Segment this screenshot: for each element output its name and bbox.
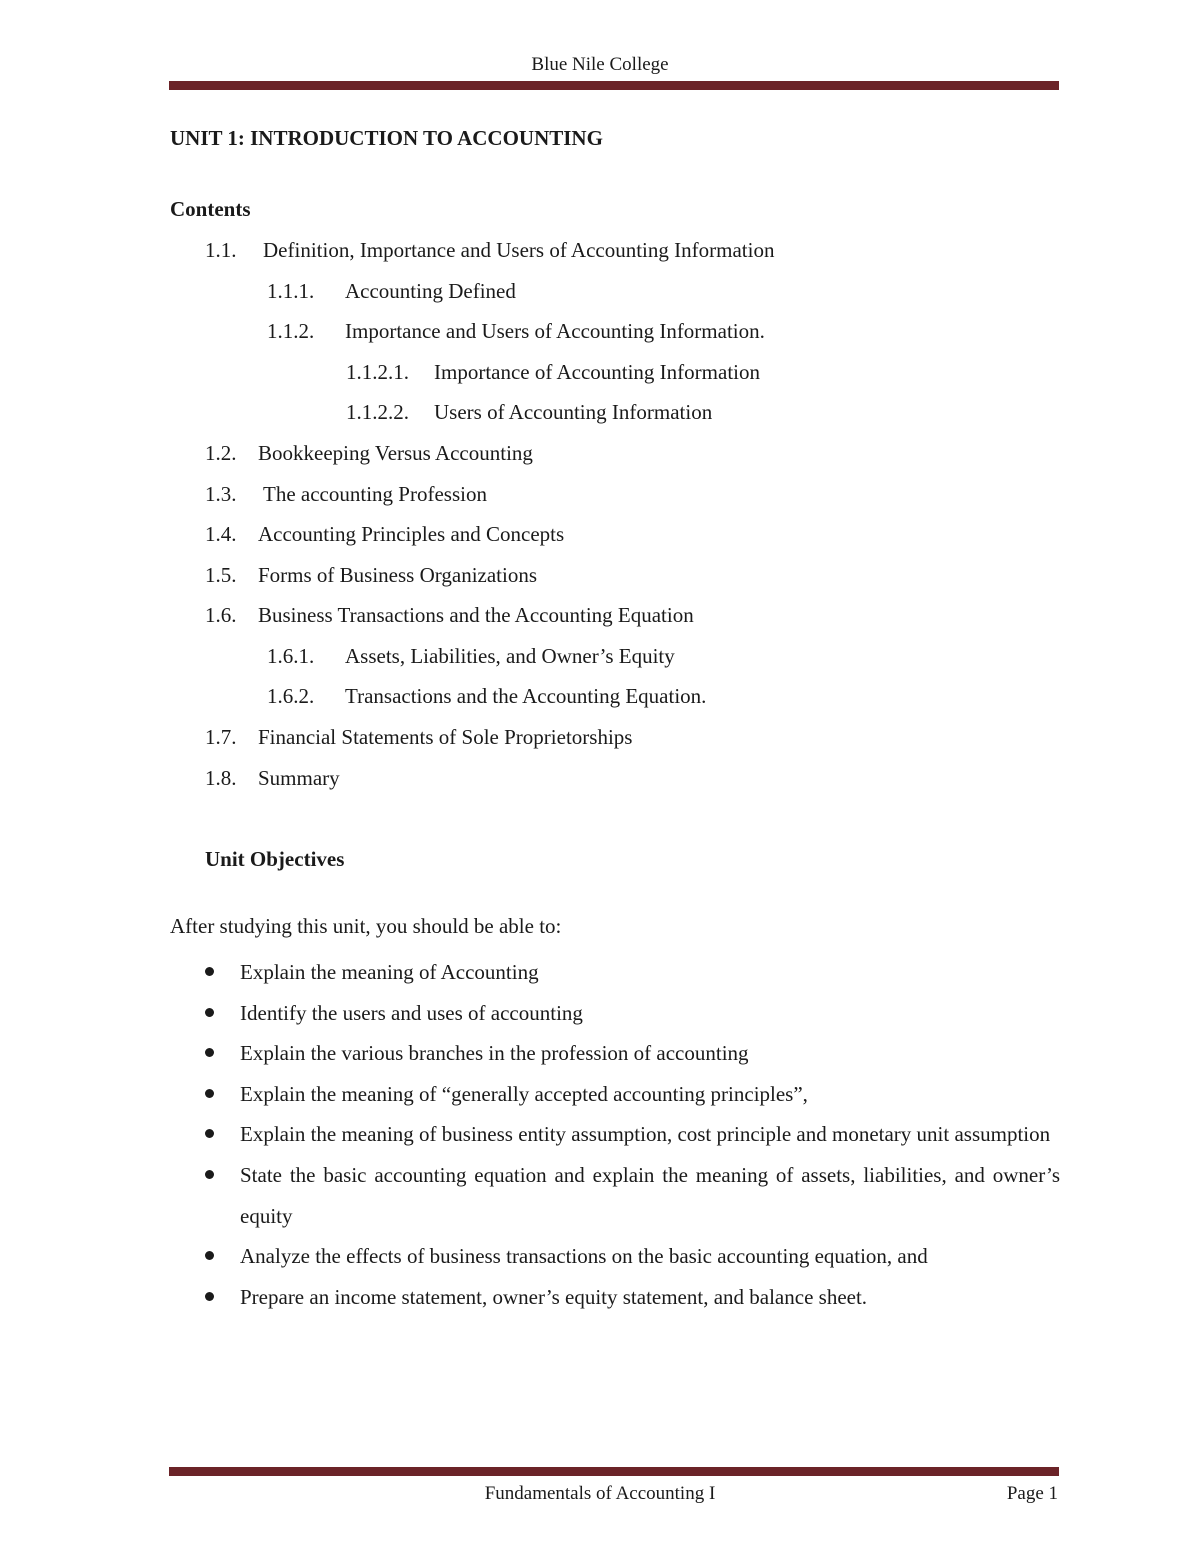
header-rule <box>169 81 1059 90</box>
toc-item-text: Business Transactions and the Accounting Equation <box>258 603 694 627</box>
objective-item <box>205 1155 1060 1236</box>
page-header-title: Blue Nile College <box>531 54 669 75</box>
toc-item-number: 1.8. <box>205 766 237 790</box>
objective-text: Explain the meaning of Accounting <box>240 960 539 984</box>
toc-item-text: Financial Statements of Sole Proprietorships <box>258 725 633 749</box>
page-number: Page 1 <box>1006 1483 1058 1504</box>
objective-text: Explain the various branches in the profession of accounting <box>240 1041 749 1066</box>
toc-item-text: Users of Accounting Information <box>434 400 713 424</box>
objective-text: Explain the meaning of “generally accepted accounting principles”, <box>240 1081 808 1106</box>
objectives-list <box>205 952 1060 1317</box>
bullet-icon <box>205 1008 214 1017</box>
objective-item <box>205 993 1060 1034</box>
toc-item-number: 1.2. <box>205 441 237 465</box>
objective-text: Analyze the effects of business transactions on the basic accounting equation, and <box>240 1244 928 1269</box>
toc-item-number: 1.1.2.1. <box>346 360 409 384</box>
contents-heading: Contents <box>170 197 251 221</box>
toc-item-text: Summary <box>258 766 340 790</box>
bullet-icon <box>205 1048 214 1057</box>
objective-item <box>205 1236 1060 1277</box>
toc-item-text: Assets, Liabilities, and Owner’s Equity <box>345 644 675 668</box>
bullet-icon <box>205 1129 214 1138</box>
bullet-icon <box>205 967 214 976</box>
toc-item-number: 1.5. <box>205 563 237 587</box>
toc-item-text: Bookkeeping Versus Accounting <box>258 441 533 465</box>
objectives-heading: Unit Objectives <box>205 847 345 871</box>
toc-item-text: Forms of Business Organizations <box>258 563 538 587</box>
bullet-icon <box>205 1089 214 1098</box>
bullet-icon <box>205 1251 214 1260</box>
objective-text: Prepare an income statement, owner’s equity statement, and balance sheet. <box>240 1284 868 1309</box>
bullet-icon <box>205 1170 214 1179</box>
toc-item-number: 1.6.2. <box>267 684 315 708</box>
toc-item-text: Transactions and the Accounting Equation. <box>345 684 707 708</box>
footer-title: Fundamentals of Accounting I <box>484 1483 716 1504</box>
toc-item-number: 1.4. <box>205 522 237 546</box>
objective-item <box>205 1114 1060 1155</box>
toc-item-number: 1.1.2. <box>267 319 315 343</box>
objective-item <box>205 1033 1060 1074</box>
toc-item-text: Definition, Importance and Users of Accounting Information <box>263 238 775 262</box>
bullet-icon <box>205 1292 214 1301</box>
toc-item-number: 1.6.1. <box>267 644 315 668</box>
objective-text: State the basic accounting equation and explain the meaning of assets, liabilities, and owner’s equity <box>240 1162 1060 1228</box>
objective-text: Identify the users and uses of accounting <box>240 1000 583 1025</box>
footer-rule <box>169 1467 1059 1476</box>
unit-title: UNIT 1: INTRODUCTION TO ACCOUNTING <box>170 126 603 150</box>
toc-item-number: 1.3. <box>205 482 237 506</box>
objectives-intro: After studying this unit, you should be able to: <box>170 914 562 938</box>
toc-item-text: Importance of Accounting Information <box>434 360 760 384</box>
objective-item <box>205 952 1060 993</box>
objective-item <box>205 1074 1060 1115</box>
objective-text: Explain the meaning of business entity assumption, cost principle and monetary unit assumption <box>240 1122 1051 1147</box>
toc-item-text: Accounting Principles and Concepts <box>258 522 565 546</box>
toc-item-text: The accounting Profession <box>263 482 487 506</box>
toc-item-number: 1.1.2.2. <box>346 400 409 424</box>
toc-item-text: Accounting Defined <box>345 279 516 303</box>
toc-item-number: 1.1.1. <box>267 279 315 303</box>
toc-item-text: Importance and Users of Accounting Information. <box>345 319 765 343</box>
toc-item-number: 1.7. <box>205 725 237 749</box>
toc-item-number: 1.1. <box>205 238 237 262</box>
toc-item-number: 1.6. <box>205 603 237 627</box>
objective-item <box>205 1277 1060 1318</box>
